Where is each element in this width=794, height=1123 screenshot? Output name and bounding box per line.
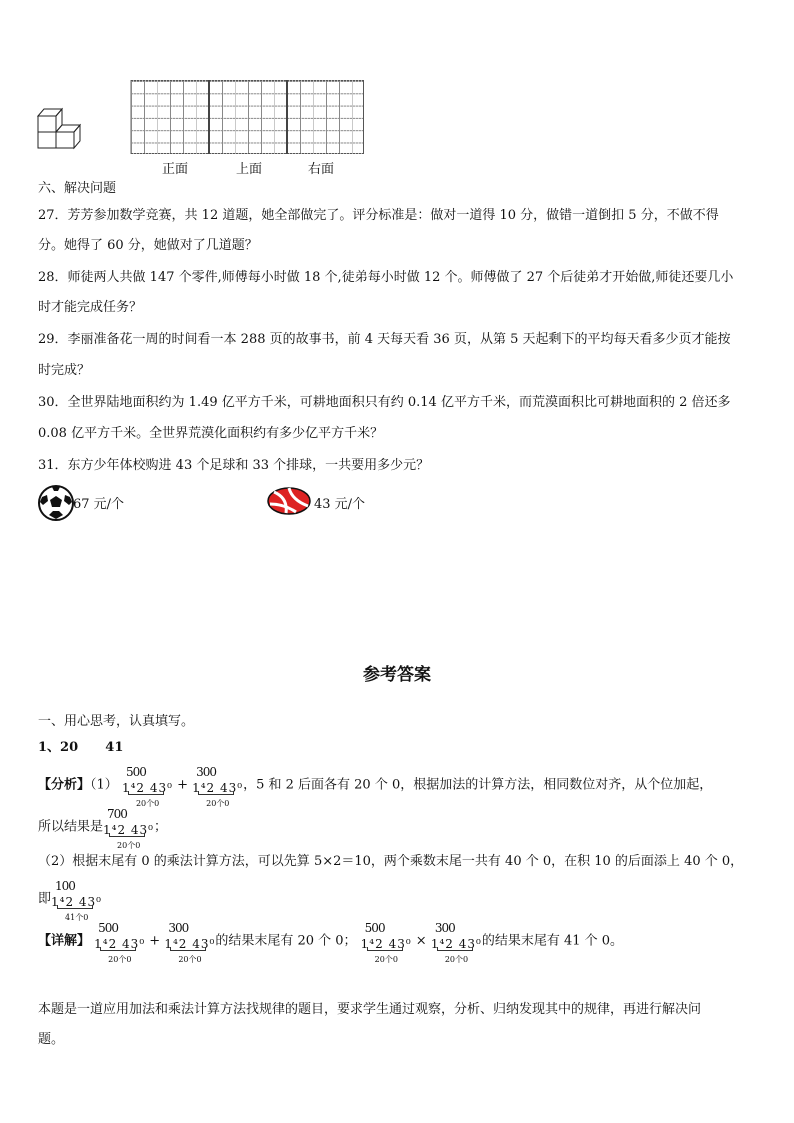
analysis-label: 【分析】	[38, 777, 91, 793]
expr-top: 500	[364, 921, 385, 935]
question-30-line1: 30．全世界陆地面积约为 1.49 亿平方千米，可耕地面积只有约 0.14 亿平方千米，而荒漠面积比可耕地面积的 2 倍还多	[38, 395, 731, 410]
expr-top: 100	[55, 879, 75, 893]
part1-heading: 一、用心思考，认真填写。	[38, 714, 195, 729]
expression-500	[94, 921, 146, 964]
analysis-result-end: ；	[154, 819, 168, 835]
analysis-line2	[38, 807, 168, 850]
analysis-part2-line2	[38, 879, 102, 922]
summary-line2: 题。	[38, 1032, 65, 1047]
plus-sign: +	[149, 933, 161, 949]
answer-1-value-b: 41	[105, 740, 124, 755]
expr-top: 500	[125, 765, 146, 779]
volleyball-price: 43 元/个	[314, 497, 366, 512]
expr-mid: 1⁴2 43⁰	[94, 937, 146, 951]
expr-under: 20个0	[135, 799, 160, 808]
expression-500	[121, 765, 173, 808]
expr-mid: 1⁴2 43⁰	[430, 937, 482, 951]
grid-separator	[286, 80, 288, 154]
detail-line	[38, 921, 624, 964]
answer-1-value-a: 1、20	[38, 740, 79, 755]
expression-300	[164, 921, 216, 964]
plus-sign: +	[177, 777, 188, 793]
grid-separator	[208, 80, 210, 154]
analysis-part1-text: ，5 和 2 后面各有 20 个 0，根据加法的计算方法，相同数位对齐，从个位加起，	[243, 777, 713, 793]
view-label-front: 正面	[162, 162, 189, 177]
soccer-price: 67 元/个	[73, 497, 125, 512]
expr-under: 20个0	[178, 955, 202, 964]
expr-under: 20个0	[117, 841, 141, 850]
soccer-ball-icon	[37, 484, 75, 522]
expr-mid: 1⁴2 43⁰	[164, 937, 216, 951]
times-sign: ×	[415, 933, 427, 949]
expression-300	[192, 765, 244, 808]
question-31: 31．东方少年体校购进 43 个足球和 33 个排球，一共要用多少元？	[38, 458, 430, 473]
expression-300	[430, 921, 482, 964]
question-29-line2: 时完成？	[38, 363, 91, 378]
expr-top: 500	[98, 921, 119, 935]
expr-top: 700	[107, 807, 127, 821]
expression-500	[360, 921, 412, 964]
expr-under: 20个0	[108, 955, 132, 964]
section-heading: 六、解决问题	[38, 181, 117, 196]
question-30-line2: 0.08 亿平方千米。全世界荒漠化面积约有多少亿平方千米？	[38, 426, 384, 441]
detail-label: 【详解】	[38, 933, 91, 949]
view-label-right: 右面	[308, 162, 335, 177]
analysis-part2-prefix: 即	[38, 891, 52, 907]
analysis-part1-prefix: （1）	[90, 777, 118, 793]
expr-mid: 1⁴2 43⁰	[192, 781, 244, 795]
expr-mid: 1⁴2 43⁰	[51, 895, 102, 909]
expr-top: 300	[168, 921, 189, 935]
cube-stack-figure	[36, 104, 92, 152]
question-28-line2: 时才能完成任务？	[38, 300, 143, 315]
answers-title: 参考答案	[363, 665, 431, 685]
analysis-result-prefix: 所以结果是	[38, 819, 104, 835]
expr-under: 20个0	[374, 955, 398, 964]
expr-mid: 1⁴2 43⁰	[103, 823, 154, 837]
grid-dash-overlay	[130, 80, 364, 154]
detail-mid-text: 的结果末尾有 20 个 0；	[215, 933, 357, 949]
analysis-part2: （2）根据末尾有 0 的乘法计算方法，可以先算 5×2＝10，两个乘数末尾一共有 40 个 0，在积 10 的后面添上 40 个 0，	[38, 854, 744, 869]
expr-mid: 1⁴2 43⁰	[121, 781, 173, 795]
expression-100	[51, 879, 102, 922]
expr-under: 20个0	[444, 955, 469, 964]
view-label-top: 上面	[236, 162, 263, 177]
expr-top: 300	[434, 921, 455, 935]
detail-end-text: 的结果末尾有 41 个 0。	[481, 933, 624, 949]
question-29-line1: 29．李丽准备花一周的时间看一本 288 页的故事书，前 4 天每天看 36 页，从第 5 天起剩下的平均每天看多少页才能按	[38, 332, 731, 347]
question-27-line2: 分。她得了 60 分，她做对了几道题？	[38, 238, 258, 253]
expr-under: 20个0	[206, 799, 230, 808]
expression-700	[103, 807, 154, 850]
expr-under: 41个0	[65, 913, 89, 922]
question-27-line1: 27．芳芳参加数学竞赛，共 12 道题，她全部做完了。评分标准是：做对一道得 10 分，做错一道倒扣 5 分，不做不得	[38, 208, 719, 223]
expr-mid: 1⁴2 43⁰	[360, 937, 412, 951]
summary-line1: 本题是一道应用加法和乘法计算方法找规律的题目，要求学生通过观察，分析、归纳发现其中的规律，再进行解决问	[38, 1002, 702, 1017]
answer-1	[38, 738, 123, 758]
expr-top: 300	[196, 765, 217, 779]
volleyball-icon	[266, 486, 312, 516]
analysis-line1	[38, 765, 713, 808]
question-28-line1: 28．师徒两人共做 147 个零件,师傅每小时做 18 个,徒弟每小时做 12 个。师傅做了 27 个后徒弟才开始做,师徒还要几小	[38, 270, 734, 285]
